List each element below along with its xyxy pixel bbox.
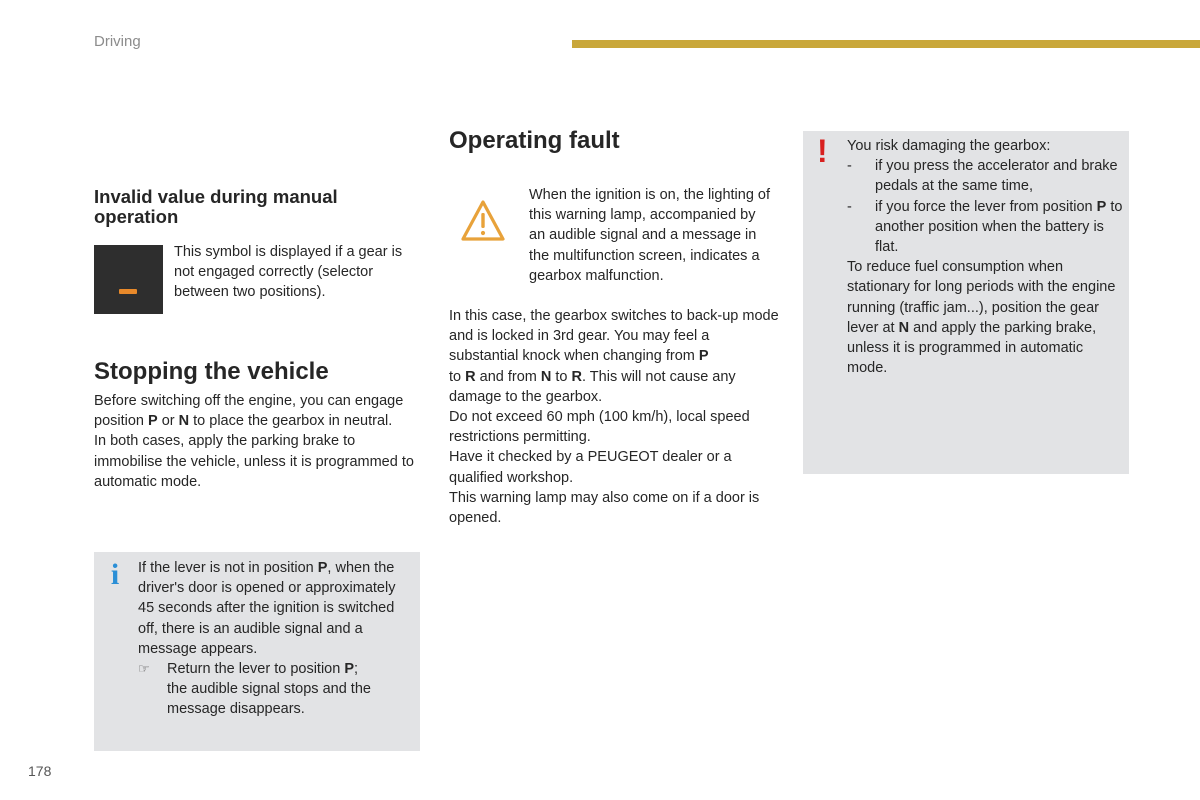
fault-paragraph-2: Do not exceed 60 mph (100 km/h), local speed restrictions permitting. xyxy=(449,409,750,446)
info-paragraph: If the lever is not in position P, when the driver's door is opened or approximately 45 seconds after the ignition is switched off, there is an audible signal and a message appears. xyxy=(138,560,396,657)
invalid-value-text: This symbol is displayed if a gear is not engaged correctly (selector between two positions). xyxy=(174,244,403,301)
stopping-paragraph-2: In both cases, apply the parking brake to immobilise the vehicle, unless it is programmed to automatic mode. xyxy=(94,433,414,490)
alert-box xyxy=(803,131,1129,474)
exclamation-icon: ! xyxy=(817,133,828,169)
operating-fault-body xyxy=(449,306,779,528)
header-accent-bar xyxy=(572,40,1200,48)
pointing-hand-icon: ☞ xyxy=(138,661,150,677)
alert-list-item: - if you force the lever from position P to another position when the battery is flat. xyxy=(847,198,1123,256)
fault-paragraph-1: In this case, the gearbox switches to back-up mode and is locked in 3rd gear. You may feel a substantial knock when changing from P to R and from N to R. This will not cause any damage to the gearbox. xyxy=(449,308,779,405)
gear-fault-symbol xyxy=(94,245,163,314)
stopping-heading: Stopping the vehicle xyxy=(94,358,329,385)
alert-list-item: - if you press the accelerator and brake pedals at the same time, xyxy=(847,158,1118,195)
operating-fault-heading: Operating fault xyxy=(449,127,620,154)
warning-lamp-text: When the ignition is on, the lighting of this warning lamp, accompanied by an audible signal and a message in the multifunction screen, indicates a gearbox malfunction. xyxy=(529,187,771,284)
warning-triangle-icon xyxy=(460,198,506,244)
info-step: ☞ Return the lever to position P; the audible signal stops and the message disappears. xyxy=(138,661,371,718)
fault-paragraph-4: This warning lamp may also come on if a door is opened. xyxy=(449,489,760,527)
stopping-paragraph-1: Before switching off the engine, you can engage position P or N to place the gearbox in neutral. xyxy=(94,393,404,430)
alert-paragraph-2: To reduce fuel consumption when stationary for long periods with the engine running (traffic jam...), position the gear lever at N and apply the parking brake, unless it is programmed in automatic mode. xyxy=(847,259,1116,377)
gear-fault-dash-icon xyxy=(119,289,137,294)
page-number: 178 xyxy=(28,763,52,779)
info-icon: i xyxy=(110,558,120,591)
fault-paragraph-3: Have it checked by a PEUGEOT dealer or a qualified workshop. xyxy=(449,449,732,486)
stopping-body xyxy=(94,391,424,492)
info-text xyxy=(138,558,414,720)
invalid-value-heading: Invalid value during manual operation xyxy=(94,186,338,227)
alert-intro: You risk damaging the gearbox: xyxy=(847,138,1051,154)
section-title: Driving xyxy=(94,33,141,50)
info-box xyxy=(94,552,420,751)
alert-text xyxy=(847,136,1123,378)
